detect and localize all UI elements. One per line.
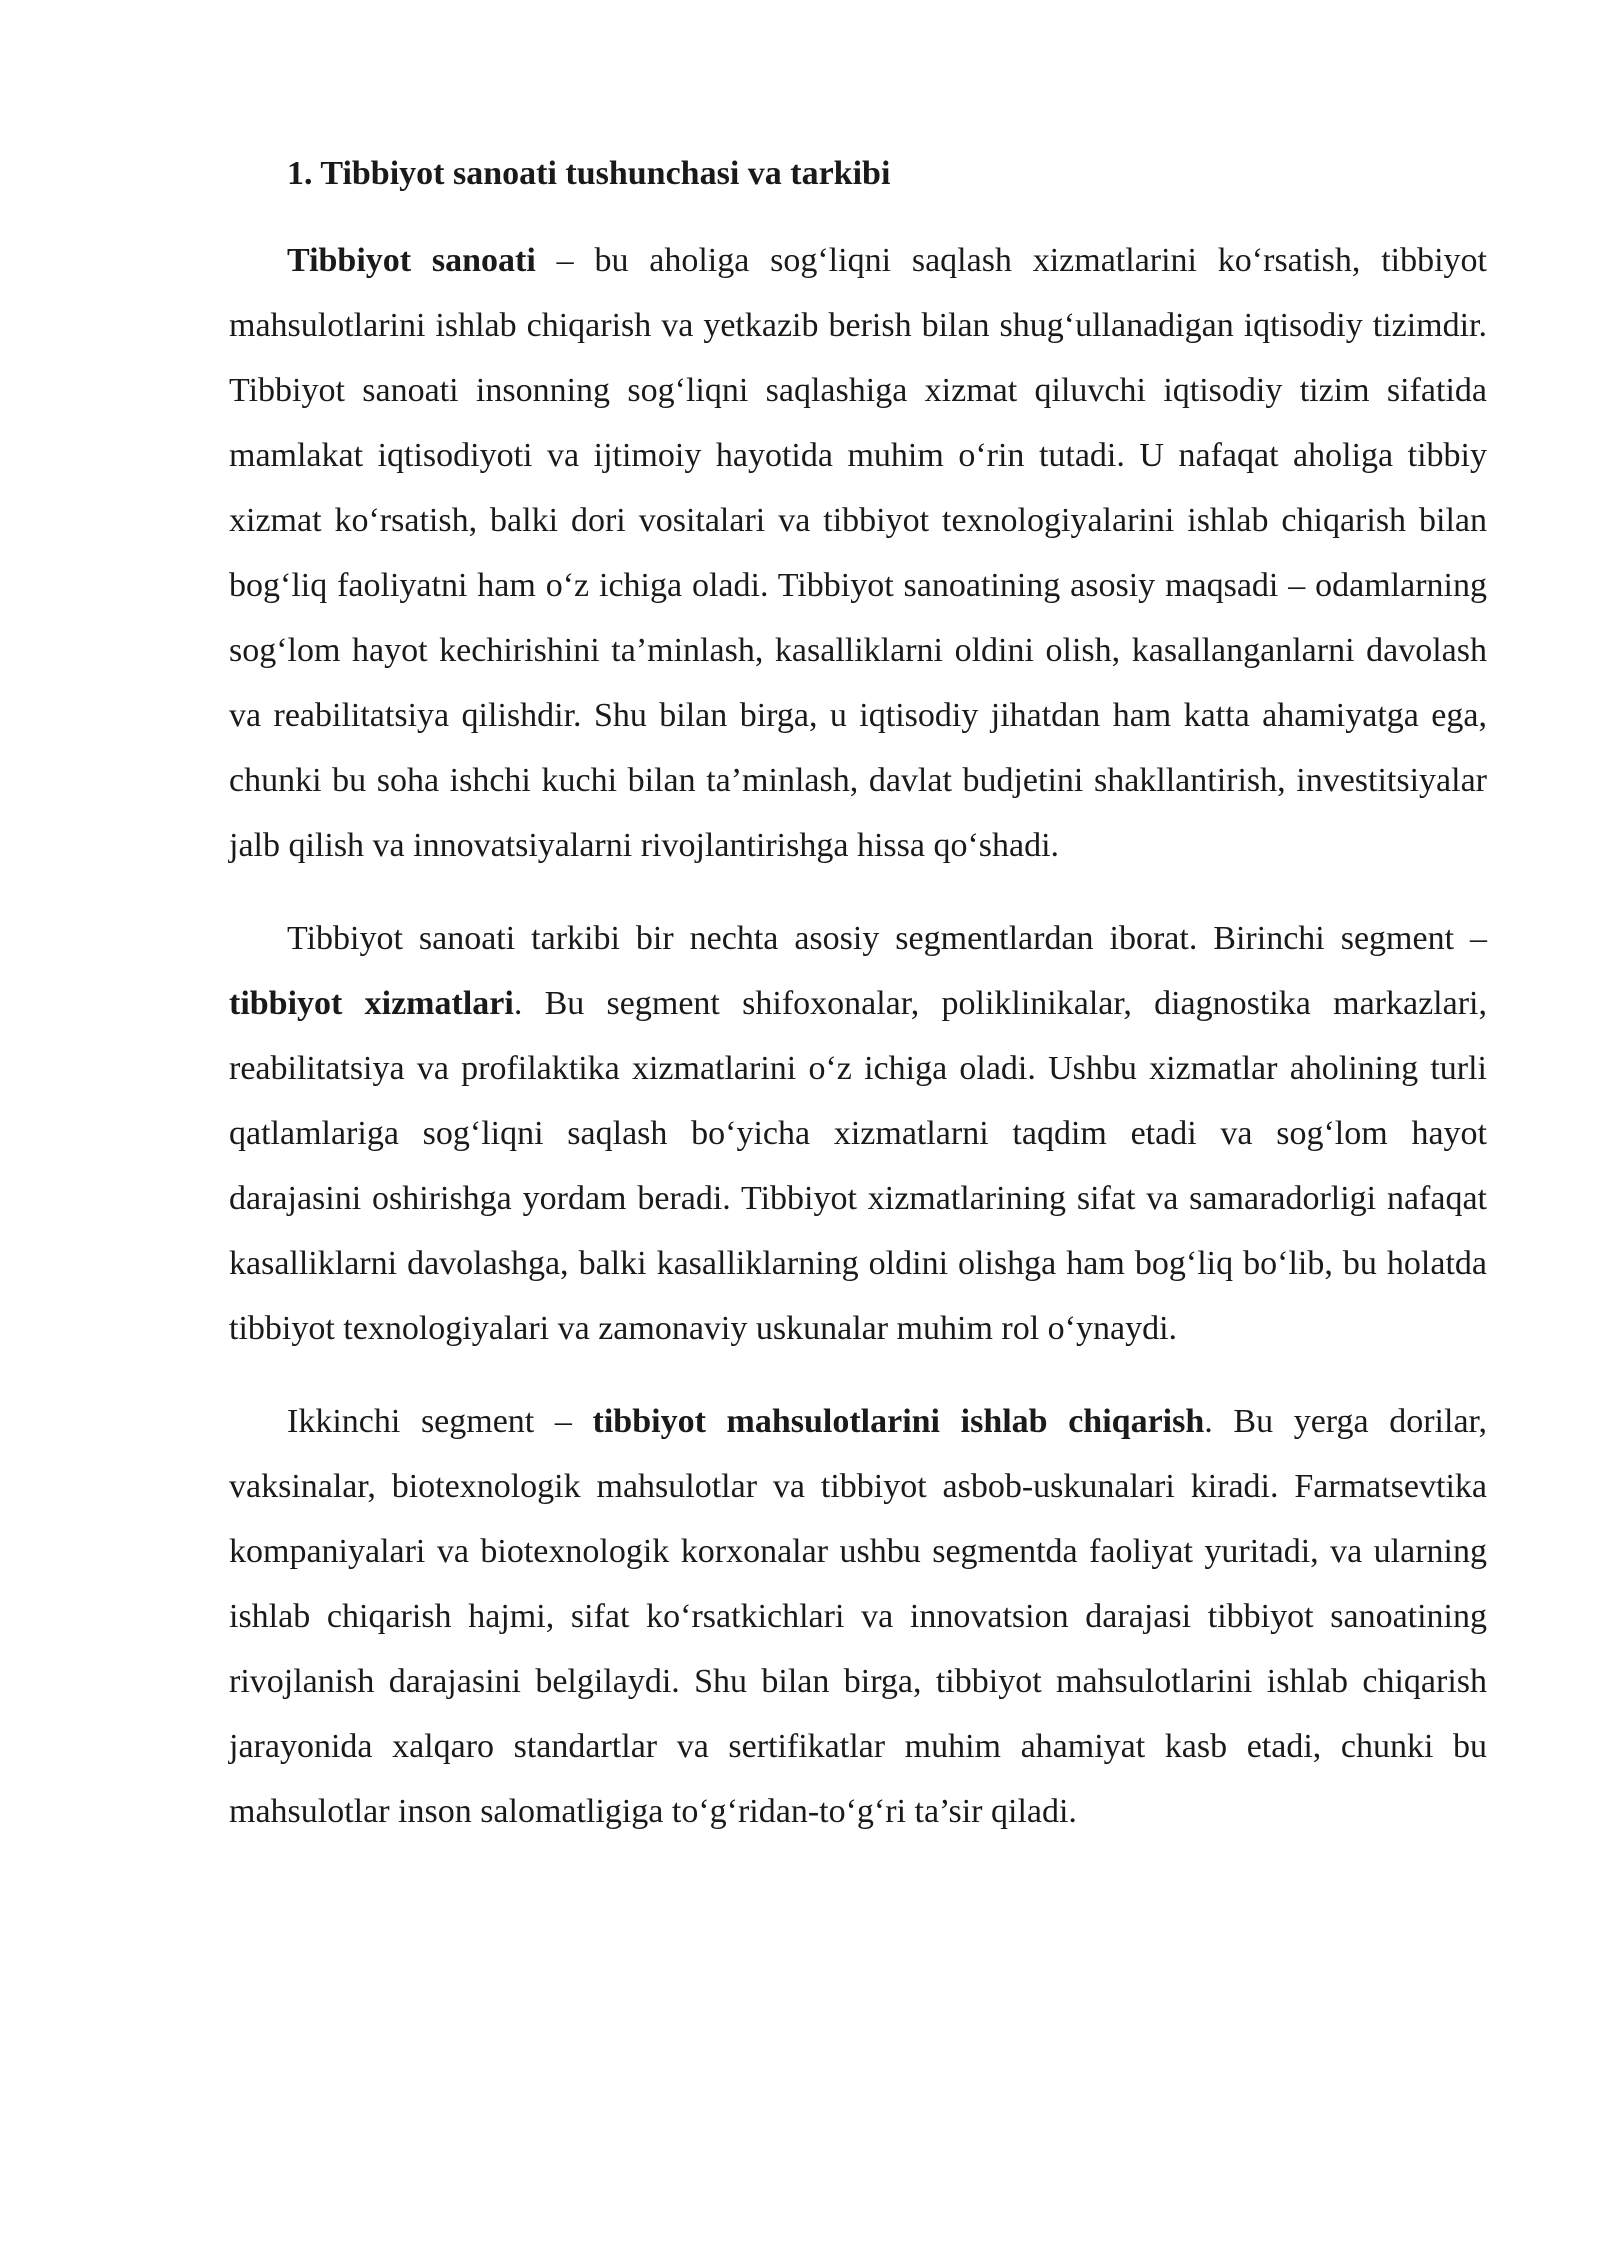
- paragraph-segment-one: [229, 906, 1487, 1361]
- paragraph-text-before: Tibbiyot sanoati tarkibi bir nechta asosiy segmentlardan iborat. Birinchi segment –: [287, 920, 1487, 957]
- paragraph-text: – bu aholiga sog‘liqni saqlash xizmatlarini ko‘rsatish, tibbiyot mahsulotlarini ishlab chiqarish va yetkazib berish bilan shug‘ullanadigan iqtisodiy tizimdir. Tibbiyot sanoati insonning sog‘liqni saqlashiga xizmat qiluvchi iqtisodiy tizim sifatida mamlakat iqtisodiyoti va ijtimoiy hayotida muhim o‘rin tutadi. U nafaqat aholiga tibbiy xizmat ko‘rsatish, balki dori vositalari va tibbiyot texnologiyalarini ishlab chiqarish bilan bog‘liq faoliyatni ham o‘z ichiga oladi. Tibbiyot sanoatining asosiy maqsadi – odamlarning sog‘lom hayot kechirishini ta’minlash, kasalliklarni oldini olish, kasallanganlarni davolash va reabilitatsiya qilishdir. Shu bilan birga, u iqtisodiy jihatdan ham katta ahamiyatga ega, chunki bu soha ishchi kuchi bilan ta’minlash, davlat budjetini shakllantirish, investitsiyalar jalb qilish va innovatsiyalarni rivojlantirishga hissa qo‘shadi.: [229, 242, 1487, 864]
- paragraph-segment-two: [229, 1389, 1487, 1844]
- section-heading: 1. Tibbiyot sanoati tushunchasi va tarkibi: [287, 155, 891, 192]
- term-bold: tibbiyot mahsulotlarini ishlab chiqarish: [592, 1403, 1205, 1440]
- term-bold: Tibbiyot sanoati: [287, 242, 536, 279]
- paragraph-text-after: . Bu segment shifoxonalar, poliklinikalar, diagnostika markazlari, reabilitatsiya va profilaktika xizmatlarini o‘z ichiga oladi. Ushbu xizmatlar aholining turli qatlamlariga sog‘liqni saqlash bo‘yicha xizmatlarni taqdim etadi va sog‘lom hayot darajasini oshirishga yordam beradi. Tibbiyot xizmatlarining sifat va samaradorligi nafaqat kasalliklarni davolashga, balki kasalliklarning oldini olishga ham bog‘liq bo‘lib, bu holatda tibbiyot texnologiyalari va zamonaviy uskunalar muhim rol o‘ynaydi.: [229, 985, 1487, 1347]
- paragraph-definition: [229, 228, 1487, 878]
- paragraph-text-after: . Bu yerga dorilar, vaksinalar, biotexnologik mahsulotlar va tibbiyot asbob-uskunalari kiradi. Farmatsevtika kompaniyalari va biotexnologik korxonalar ushbu segmentda faoliyat yuritadi, va ularning ishlab chiqarish hajmi, sifat ko‘rsatkichlari va innovatsion darajasi tibbiyot sanoatining rivojlanish darajasini belgilaydi. Shu bilan birga, tibbiyot mahsulotlarini ishlab chiqarish jarayonida xalqaro standartlar va sertifikatlar muhim ahamiyat kasb etadi, chunki bu mahsulotlar inson salomatligiga to‘g‘ridan-to‘g‘ri ta’sir qiladi.: [229, 1403, 1487, 1830]
- document-body: [229, 148, 1487, 1844]
- paragraph-text-before: Ikkinchi segment –: [287, 1403, 593, 1440]
- term-bold: tibbiyot xizmatlari: [229, 985, 514, 1022]
